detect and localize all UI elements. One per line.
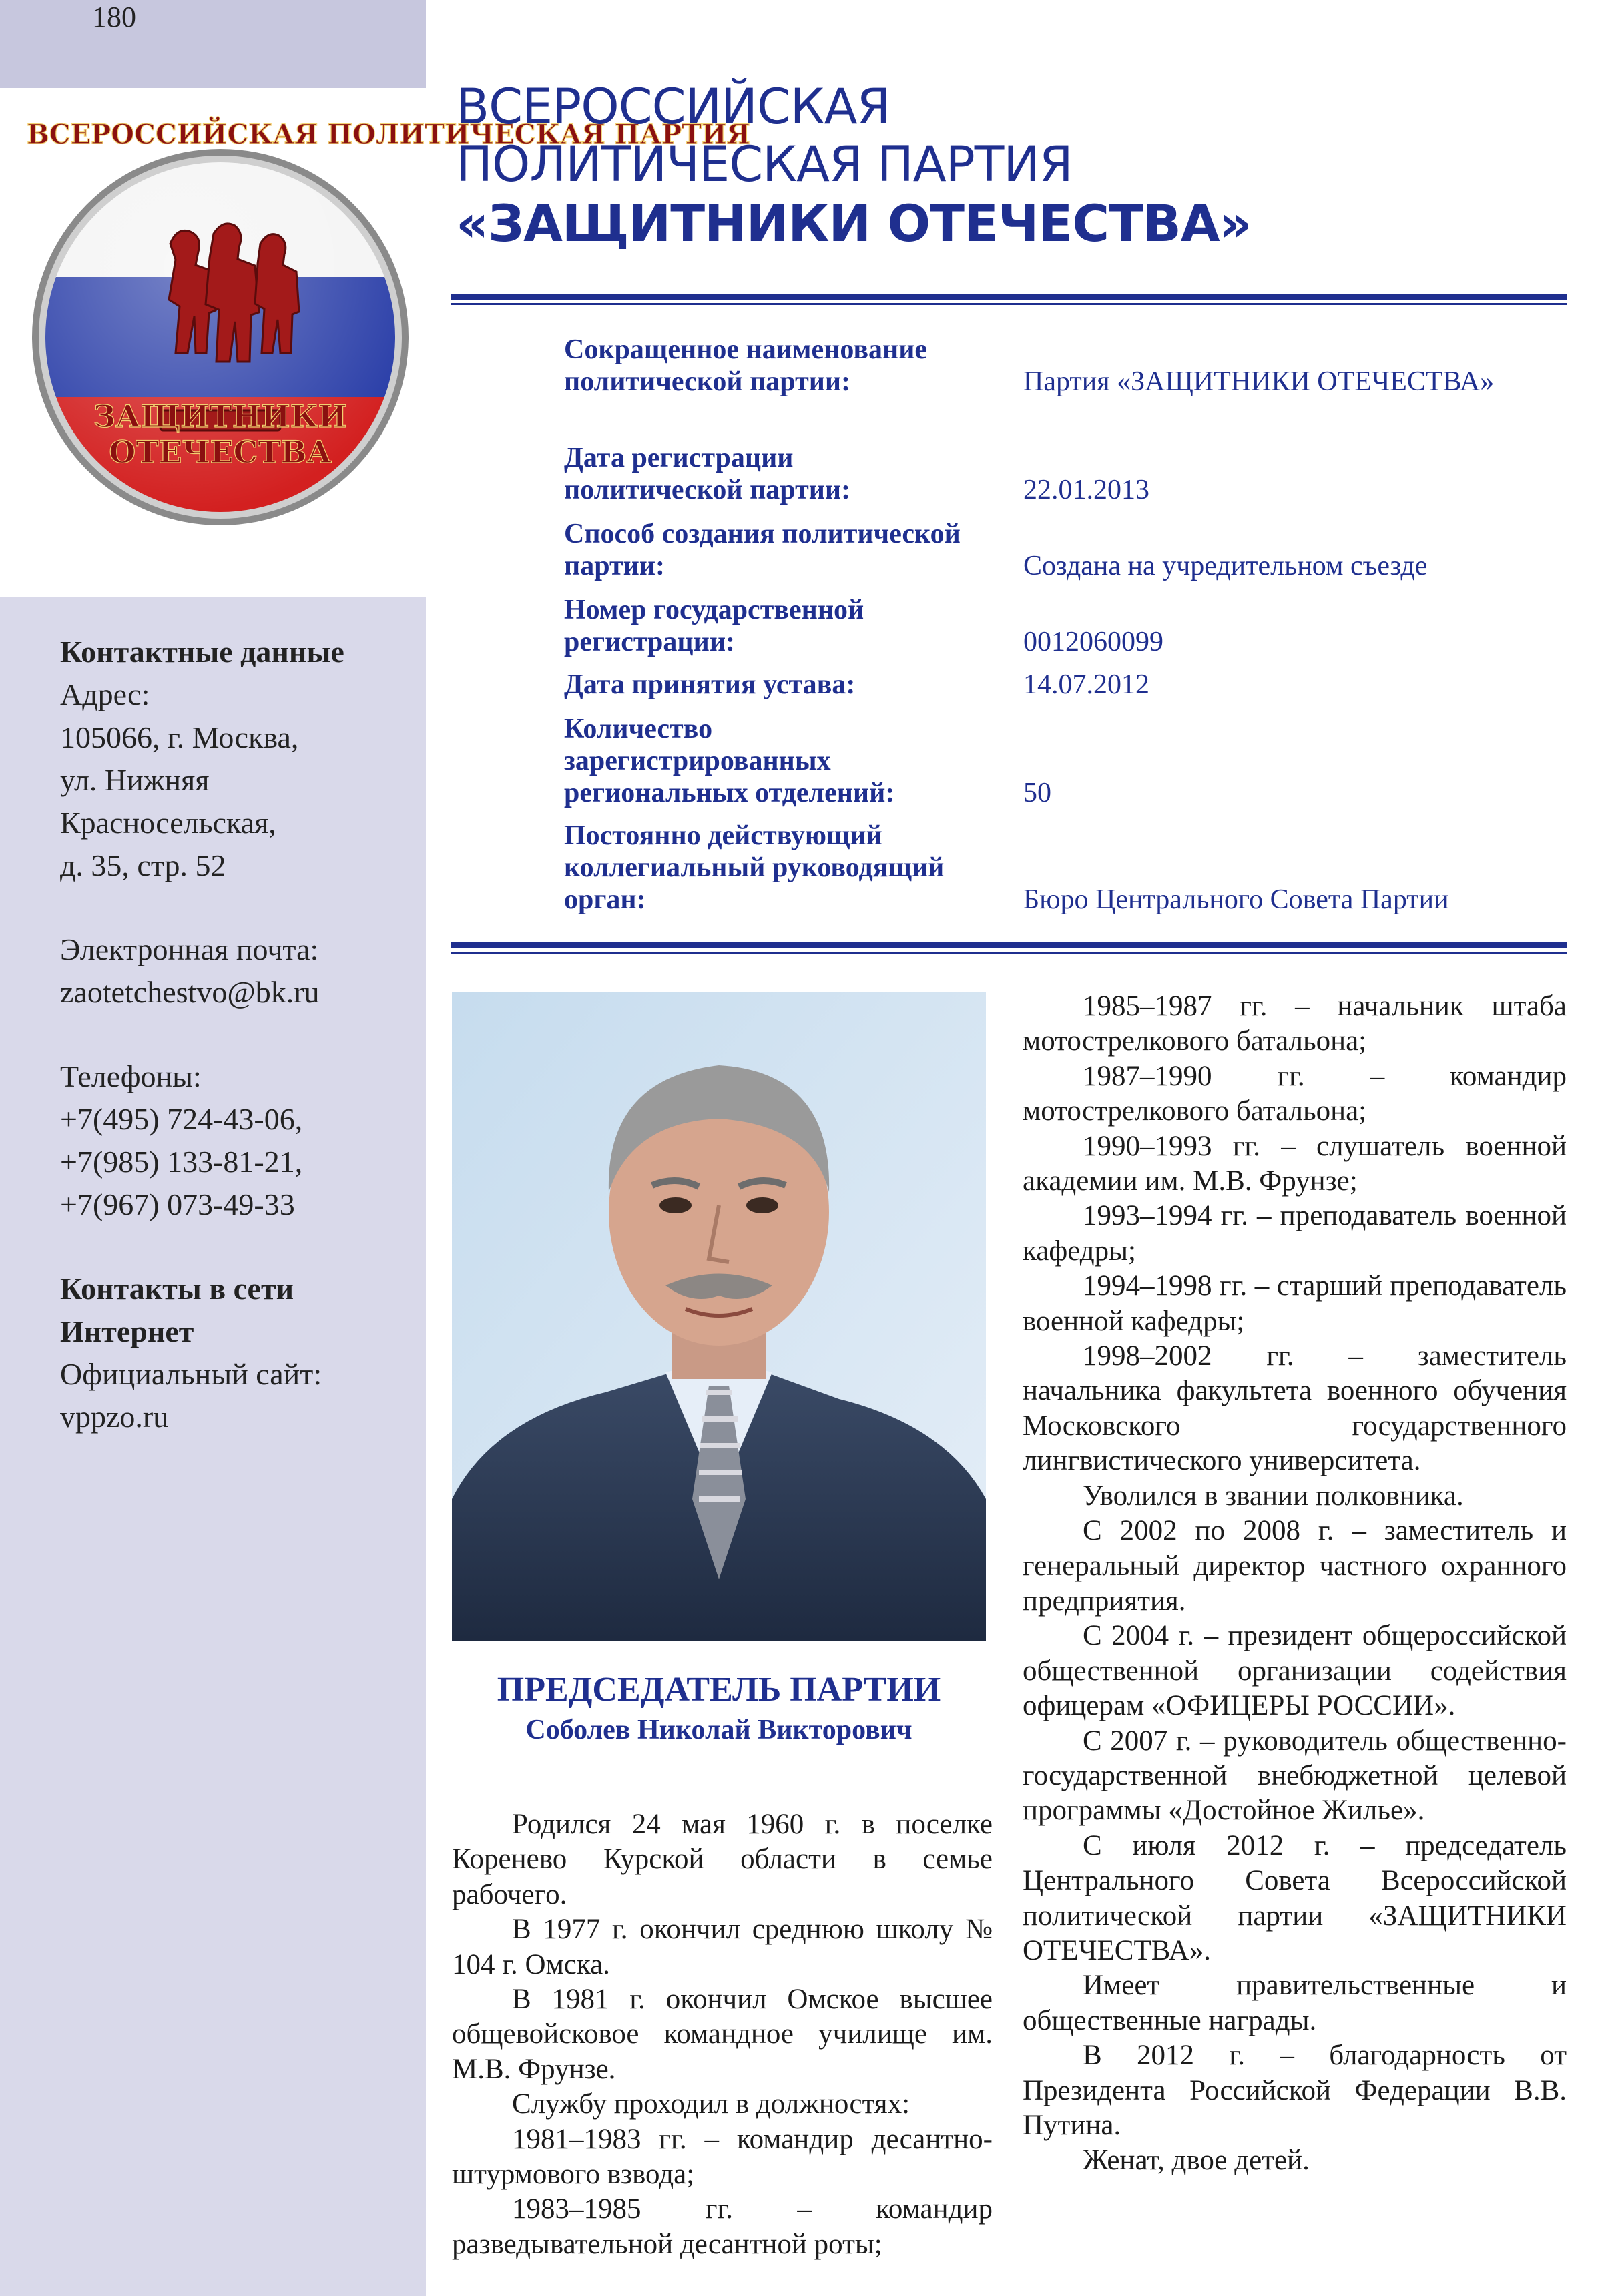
- info-row: [564, 820, 1585, 916]
- bio-paragraph: С 2007 г. – руководитель общественно-государственной внебюджетной целевой программы «Достойное Жилье».: [1023, 1725, 1567, 1827]
- chairman-name: Соболев Николай Викторович: [525, 1715, 912, 1745]
- bio-paragraph: Женат, двое детей.: [1083, 2144, 1310, 2177]
- chairman-photo: [452, 992, 986, 1641]
- bio-paragraph: Родился 24 мая 1960 г. в поселке Коренево Курской области в семье рабочего.: [452, 1809, 993, 1910]
- divider-bottom: [451, 942, 1567, 954]
- info-row: [564, 518, 1585, 582]
- phone-number[interactable]: +7(967) 073-49-33: [60, 1187, 295, 1221]
- address-line: д. 35, стр. 52: [60, 848, 226, 882]
- info-label: Дата принятия устава:: [564, 669, 856, 700]
- site-label: Официальный сайт:: [60, 1357, 322, 1391]
- page-number-box: [0, 0, 426, 88]
- logo-ring-text: ВСЕРОССИЙСКАЯ ПОЛИТИЧЕСКАЯ ПАРТИЯ: [27, 119, 750, 150]
- bio-paragraph: 1998–2002 гг. – заместитель начальника факультета военного обучения Московского государственного лингвистического университета.: [1023, 1340, 1567, 1477]
- info-value: 50: [1023, 778, 1051, 808]
- bio-paragraph: В 1977 г. окончил среднюю школу № 104 г. Омска.: [452, 1914, 993, 1980]
- site-link[interactable]: vppzo.ru: [60, 1400, 169, 1434]
- bio-paragraph: 1981–1983 гг. – командир десантно-штурмового взвода;: [452, 2123, 993, 2191]
- bio-paragraph: 1985–1987 гг. – начальник штаба мотострелкового батальона;: [1023, 990, 1567, 1057]
- info-row: [564, 594, 1585, 658]
- logo-center-line2: ОТЕЧЕСТВА: [109, 434, 332, 470]
- chairman-portrait-image: [452, 992, 986, 1641]
- bio-paragraph: В 2012 г. – благодарность от Президента Российской Федерации В.В. Путина.: [1023, 2040, 1567, 2141]
- contacts-panel: [60, 631, 414, 1438]
- logo-center-line1: ЗАЩИТНИКИ: [93, 398, 348, 435]
- info-label: Количество зарегистрированных региональных отделений:: [564, 713, 895, 808]
- title-line-1: ВСЕРОССИЙСКАЯ: [456, 79, 890, 135]
- chairman-role: ПРЕДСЕДАТЕЛЬ ПАРТИИ: [497, 1671, 941, 1709]
- info-row: [564, 669, 1585, 701]
- email-link[interactable]: zaotetchestvo@bk.ru: [60, 975, 320, 1009]
- internet-heading: Контакты в сети: [60, 1271, 294, 1306]
- info-row: [564, 713, 1585, 809]
- email-label: Электронная почта:: [60, 932, 319, 966]
- bio-paragraph: 1983–1985 гг. – командир разведывательной десантной роты;: [452, 2193, 993, 2260]
- internet-heading: Интернет: [60, 1314, 194, 1348]
- info-value: Создана на учредительном съезде: [1023, 551, 1428, 581]
- party-title: [456, 79, 1591, 254]
- bio-paragraph: Уволился в звании полковника.: [1083, 1480, 1464, 1512]
- contacts-heading: Контактные данные: [60, 635, 344, 669]
- info-label: Постоянно действующий коллегиальный руководящий орган:: [564, 820, 945, 915]
- bio-paragraph: 1994–1998 гг. – старший преподаватель военной кафедры;: [1023, 1270, 1567, 1337]
- info-value: Партия «ЗАЩИТНИКИ ОТЕЧЕСТВА»: [1023, 366, 1495, 397]
- phone-number[interactable]: +7(985) 133-81-21,: [60, 1145, 303, 1179]
- info-label: Сокращенное наименование политической партии:: [564, 334, 928, 397]
- bio-paragraph: С июля 2012 г. – председатель Центрального Совета Всероссийской политической партии «ЗАЩИТНИКИ ОТЕЧЕСТВА».: [1023, 1829, 1567, 1966]
- info-value: 0012060099: [1023, 627, 1163, 657]
- bio-column-left: [452, 1807, 993, 2262]
- divider-top: [451, 294, 1567, 305]
- address-line: ул. Нижняя: [60, 763, 210, 797]
- info-value: Бюро Центрального Совета Партии: [1023, 884, 1449, 915]
- bio-paragraph: С 2002 по 2008 г. – заместитель и генеральный директор частного охранного предприятия.: [1023, 1515, 1567, 1617]
- bio-column-right: [1023, 989, 1567, 2179]
- bio-paragraph: 1993–1994 гг. – преподаватель военной кафедры;: [1023, 1200, 1567, 1267]
- address-line: Красносельская,: [60, 806, 276, 840]
- info-label: Дата регистрации политической партии:: [564, 443, 851, 505]
- bio-paragraph: 1987–1990 гг. – командир мотострелкового батальона;: [1023, 1060, 1567, 1127]
- title-line-3: «ЗАЩИТНИКИ ОТЕЧЕСТВА»: [456, 194, 1252, 253]
- phone-number[interactable]: +7(495) 724-43-06,: [60, 1102, 303, 1136]
- address-line: 105066, г. Москва,: [60, 720, 299, 754]
- bio-paragraph: 1990–1993 гг. – слушатель военной академии им. М.В. Фрунзе;: [1023, 1130, 1567, 1197]
- bio-paragraph: Имеет правительственные и общественные награды.: [1023, 1970, 1567, 2036]
- info-row: [564, 334, 1585, 398]
- info-value: 22.01.2013: [1023, 475, 1149, 505]
- address-label: Адрес:: [60, 677, 150, 711]
- phones-label: Телефоны:: [60, 1059, 202, 1093]
- info-label: Способ создания политической партии:: [564, 519, 961, 581]
- info-row: [564, 442, 1585, 506]
- info-value: 14.07.2012: [1023, 669, 1149, 700]
- bio-paragraph: В 1981 г. окончил Омское высшее общевойсковое командное училище им. М.В. Фрунзе.: [452, 1984, 993, 2085]
- info-label: Номер государственной регистрации:: [564, 595, 864, 657]
- page-number: 180: [92, 1, 136, 33]
- bio-paragraph: Службу проходил в должностях:: [512, 2088, 910, 2120]
- bio-paragraph: С 2004 г. – президент общероссийской общественной организации содействия офицерам «ОФИЦЕРЫ РОССИИ».: [1023, 1620, 1567, 1722]
- title-line-2: ПОЛИТИЧЕСКАЯ ПАРТИЯ: [456, 136, 1073, 193]
